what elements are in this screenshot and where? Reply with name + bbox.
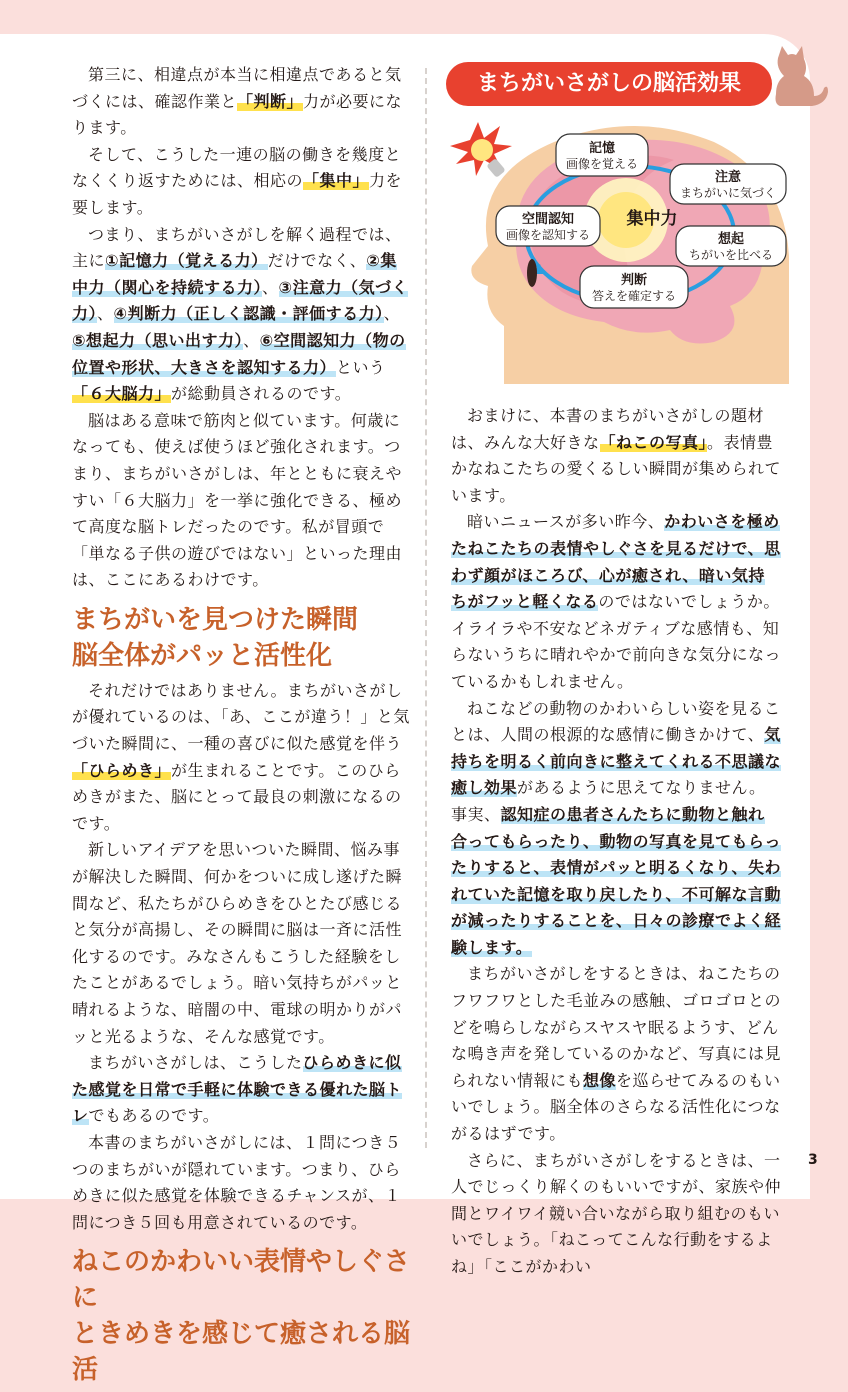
svg-text:空間認知: 空間認知 — [521, 212, 575, 227]
paragraph: 暗いニュースが多い昨今、かわいさを極めたねこたちの表情やしぐさを見るだけで、思わず顔がほころび、心が癒され、暗い気持ちがフッと軽くなるのではないでしょうか。イライラや不安などネガティブな感情も、知らないうちに晴れやかで前向きな気分になっているかもしれません。 — [451, 512, 782, 691]
svg-text:記憶: 記憶 — [588, 141, 616, 156]
svg-text:想起: 想起 — [717, 232, 745, 247]
label-recall — [676, 226, 786, 266]
cat-silhouette-icon — [770, 44, 830, 108]
paragraph: まちがいさがしをするときは、ねこたちのフワフワとした毛並みの感触、ゴロゴロとのどを鳴らしながらスヤスヤ眠るようす、どんな鳴き声を発しているのかなど、写真には見られない情報にも想像を巡らせてみるのもいいでしょう。脳全体のさらなる活性化につながるはずです。 — [451, 964, 782, 1144]
paragraph: つまり、まちがいさがしを解く過程では、主に①記憶力（覚える力）だけでなく、②集中力（関心を持続する力）、③注意力（気づく力）、④判断力（正しく認識・評価する力）、⑤想起力（思い出す力）、⑥空間認知力（物の位置や形状、大きさを認知する力）という「６大脳力」が総動員されるのです。 — [72, 224, 409, 404]
column-divider — [425, 68, 427, 1148]
highlight: ①記憶力（覚える力） — [105, 251, 268, 271]
paragraph: 新しいアイデアを思いついた瞬間、悩み事が解決した瞬間、何かをついに成し遂げた瞬間など、私たちがひらめきをひとたび感じると気分が高揚し、その瞬間に脳は一斉に活性化するのです。みなさんもこうした経験をしたことがあるでしょう。暗い気持ちがパッと晴れるような、暗闇の中、電球の明かりがパッと光るような、そんな感覚です。 — [72, 840, 403, 1046]
paragraph: ねこなどの動物のかわいらしい姿を見ることは、人間の根源的な感情に働きかけて、気持ちを明るく前向きに整えてくれる不思議な癒し効果があるように思えてなりません。事実、認知症の患者さんたちに動物と触れ合ってもらったり、動物の写真を見てもらったりすると、表情がパッと明るくなり、失われていた記憶を取り戻したり、不可解な言動が減ったりすることを、日々の診療でよく経験します。 — [451, 698, 782, 957]
highlight: 「判断」 — [237, 91, 304, 111]
highlight: 「集中」 — [303, 171, 370, 191]
left-column — [72, 62, 410, 1392]
highlight: 気持ちを明るく前向きに整えてくれる不思議な癒し効果 — [451, 725, 782, 798]
highlight: ③注意力（気づく力） — [72, 277, 409, 324]
eye — [527, 259, 537, 287]
highlight: 「ねこの写真」 — [599, 432, 708, 452]
brain-diagram — [444, 116, 789, 384]
svg-text:まちがいに気づく: まちがいに気づく — [679, 186, 777, 200]
label-spatial — [496, 206, 600, 246]
section-heading: ねこのかわいい表情やしぐさに ときめきを感じて癒される脳活 — [72, 1247, 411, 1386]
svg-text:判断: 判断 — [620, 273, 648, 288]
highlight: ④判断力（正しく認識・評価する力） — [113, 304, 384, 324]
paragraph: それだけではありません。まちがいさがしが優れているのは、「あ、ここが違う！」と気づいた瞬間に、一種の喜びに似た感覚を伴う「ひらめき」が生まれることです。このひらめきがまた、脳にとって最良の刺激になるのです。 — [72, 680, 410, 833]
paragraph: さらに、まちがいさがしをするときは、一人でじっくり解くのもいいですが、家族や仲間とワイワイ競い合いながら取り組むのもいいでしょう。「ねこってこんな行動をするよね」「ここがかわい — [451, 1150, 782, 1276]
page-number: 3 — [808, 1152, 818, 1168]
svg-text:画像を覚える: 画像を覚える — [565, 157, 639, 171]
svg-text:ちがいを比べる: ちがいを比べる — [688, 248, 774, 262]
highlight: ⑤想起力（思い出す力） — [72, 330, 244, 350]
paragraph: 脳はある意味で筋肉と似ています。何歳になっても、使えば使うほど強化されます。つまり、まちがいさがしは、年とともに衰えやすい「６大脳力」を一挙に強化できる、極めて高度な脳トレだったのです。私が冒頭で「単なる子供の遊びではない」といった理由は、ここにあるわけです。 — [72, 410, 403, 590]
paragraph: まちがいさがしは、こうしたひらめきに似た感覚を日常で手軽に体験できる優れた脳トレでもあるのです。 — [72, 1053, 403, 1126]
paragraph: 本書のまちがいさがしには、１問につき５つのまちがいが隠れています。つまり、ひらめきに似た感覚を体験できるチャンスが、１問につき５回も用意されているのです。 — [72, 1132, 402, 1232]
label-memory — [556, 134, 648, 176]
paragraph: そして、こうした一連の脳の働きを幾度となくくり返すためには、相応の「集中」力を要します。 — [72, 144, 403, 217]
highlight: 想像 — [583, 1070, 617, 1090]
highlight: ⑥空間認知力（物の位置や形状、大きさを認知する力） — [72, 330, 406, 377]
label-judgment — [580, 266, 688, 308]
highlight: ひらめきに似た感覚を日常で手軽に体験できる優れた脳トレ — [72, 1053, 403, 1126]
box-title: まちがいさがしの脳活効果 — [446, 62, 772, 106]
highlight: 認知症の患者さんたちに動物と触れ合ってもらったり、動物の写真を見てもらったりすると、表情がパッと明るくなり、失われていた記憶を取り戻したり、不可解な言動が減ったりすることを、日々の診療でよく経験します。 — [451, 804, 782, 957]
paragraph: 第三に、相違点が本当に相違点であると気づくには、確認作業と「判断」力が必要になります。 — [72, 65, 403, 138]
label-attention — [670, 164, 786, 204]
highlight: ②集中力（関心を持続する力） — [72, 251, 397, 297]
right-column — [451, 403, 781, 1281]
lightbulb-icon — [450, 122, 512, 178]
paragraph: おまけに、本書のまちがいさがしの題材は、みんな大好きな「ねこの写真」。表情豊かなねこたちの愛くるしい瞬間が集められています。 — [451, 406, 782, 505]
center-label: 集中力 — [626, 209, 678, 229]
section-heading: まちがいを見つけた瞬間 脳全体がパッと活性化 — [72, 604, 359, 671]
svg-text:画像を認知する: 画像を認知する — [505, 228, 591, 242]
highlight: かわいさを極めたねこたちの表情やしぐさを見るだけで、思わず顔がほころび、心が癒され、暗い気持ちがフッと軽くなる — [451, 512, 781, 612]
highlight: 「６大脳力」 — [72, 384, 172, 404]
highlight: 「ひらめき」 — [72, 760, 172, 780]
svg-text:注意: 注意 — [714, 170, 742, 185]
svg-text:答えを確定する: 答えを確定する — [591, 289, 677, 303]
